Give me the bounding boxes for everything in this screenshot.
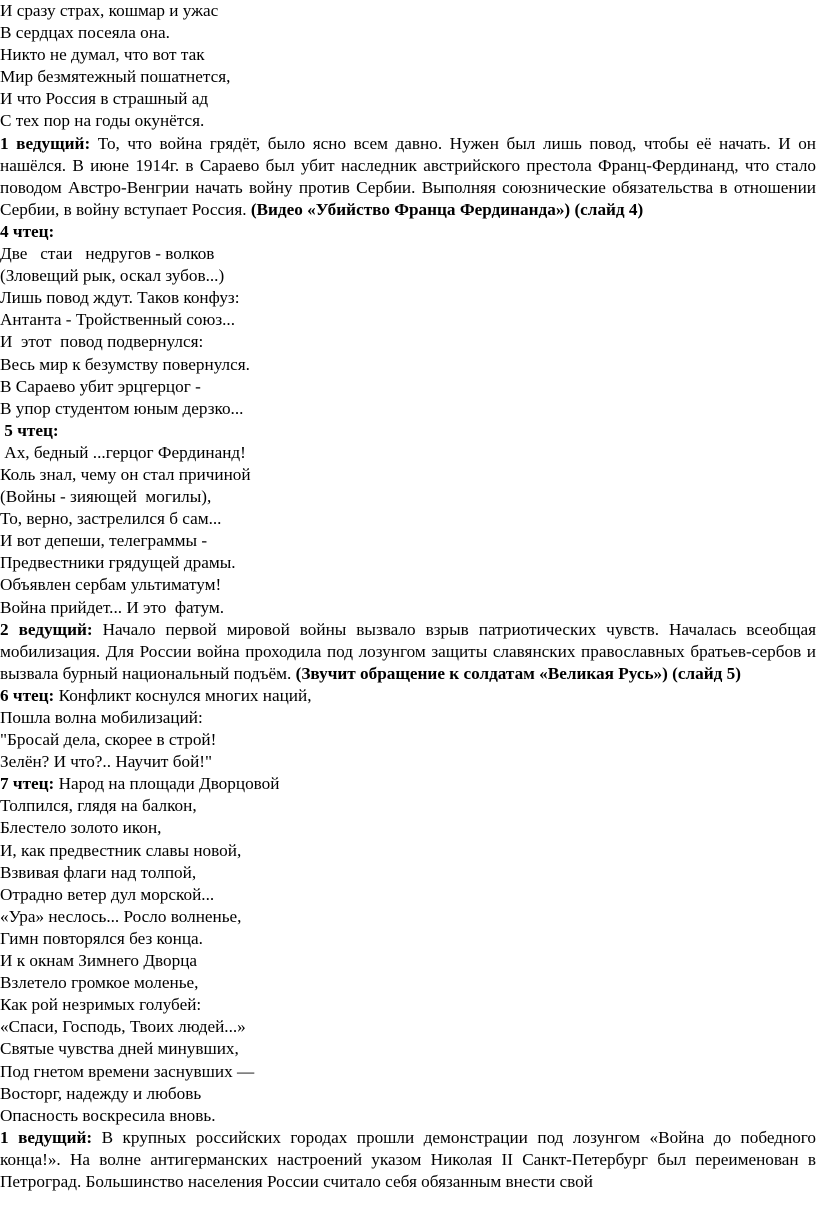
speaker-label: 1 ведущий: [0,1127,93,1147]
verse-line: Восторг, надежду и любовь [0,1083,202,1103]
verse-line: Гимн повторялся без конца. [0,928,203,948]
verse-line: Мир безмятежный пошатнется, [0,67,231,87]
paragraph-text: В крупных российских городах прошли демонстрации под лозунгом «Война до победного конца!». На волне антигерманских настроений указом Николая II Санкт-Петербург был переименован в Петроград. Большинство населения России считало себя обязанным внести свой [0,1127,816,1191]
verse-line: Объявлен сербам ультиматум! [0,575,222,595]
paragraph-text: Начало первой мировой войны вызвало взрыв патриотических чувств. Началась всеобщая мобилизация. Для России война проходила под лозунгом защиты славянских православных братьев-сербов и вызвала бурный национальный подъём. [0,619,816,683]
speaker-label: 5 чтец: [0,420,59,440]
verse-line: Война прийдет... И это фатум. [0,597,225,617]
verse-text: Конфликт коснулся многих наций, [54,685,312,705]
verse-line: Взлетело громкое моленье, [0,973,199,993]
speaker-label: 7 чтец: [0,774,55,794]
verse-line: Блестело золото икон, [0,818,162,838]
verse-line: С тех пор на годы окунётся. [0,111,205,131]
verse-line: И что Россия в страшный ад [0,89,209,109]
verse-line: И, как предвестник славы новой, [0,840,242,860]
reader-6-block [0,685,816,773]
verse-line: Отрадно ветер дул морской... [0,884,215,904]
verse-line: «Ура» неслось... Росло волненье, [0,906,242,926]
verse-text: Народ на площади Дворцовой [54,774,280,794]
verse-line: Как рой незримых голубей: [0,995,202,1015]
host-paragraph-2 [0,619,816,685]
verse-line: В упор студентом юным дерзко... [0,398,244,418]
verse-line: Под гнетом времени заснувших — [0,1061,255,1081]
verse-line: Антанта - Тройственный союз... [0,310,236,330]
verse-line: И к окнам Зимнего Дворца [0,951,198,971]
speaker-label: 4 чтец: [0,221,55,241]
verse-line: Предвестники грядущей драмы. [0,553,236,573]
paragraph-text: То, что война грядёт, было ясно всем давно. Нужен был лишь повод, чтобы её начать. И он нашёлся. В июне 1914г. в Сараево был убит наследник австрийского престола Франц-Фердинанд, что стало поводом Австро-Венгрии начать войну против Сербии. Выполняя союзнические обязательства в отношении Сербии, в войну вступает Россия. [0,133,816,219]
stage-note: (Видео «Убийство Франца Фердинанда») (слайд 4) [250,199,644,219]
verse-line: Зелён? И что?.. Научит бой!" [0,752,213,772]
verse-line: Пошла волна мобилизаций: [0,708,203,727]
verse-1 [0,0,816,133]
verse-line: И этот повод подвернулся: [0,332,204,352]
reader-5-block [0,420,816,619]
verse-line: Две стаи недругов - волков [0,244,215,264]
verse-line: Опасность воскресила вновь. [0,1105,216,1125]
speaker-label: 1 ведущий: [0,133,91,153]
verse-line: Коль знал, чему он стал причиной [0,464,251,484]
speaker-label: 6 чтец: [0,685,55,705]
verse-line: Никто не думал, что вот так [0,45,205,65]
verse-line: Лишь повод ждут. Таков конфуз: [0,288,240,308]
verse-line: (Войны - зияющей могилы), [0,487,212,507]
verse-line: И сразу страх, кошмар и ужас [0,1,219,20]
verse-line [0,773,816,795]
reader-7-block [0,773,816,1127]
verse-line: В сердцах посеяла она. [0,23,170,43]
verse-line: Весь мир к безумству повернулся. [0,354,250,374]
verse-line: "Бросай дела, скорее в строй! [0,730,217,750]
verse-line: Ах, бедный ...герцог Фердинанд! [0,442,246,462]
host-paragraph-1 [0,133,816,221]
verse-line: «Спаси, Господь, Твоих людей...» [0,1017,246,1037]
verse-line [0,685,816,707]
verse-line: То, верно, застрелился б сам... [0,509,222,529]
reader-4-block [0,221,816,420]
verse-line: Толпился, глядя на балкон, [0,796,197,816]
verse-line: Взвивая флаги над толпой, [0,862,197,882]
verse-line: И вот депеши, телеграммы - [0,531,208,551]
verse-line: В Сараево убит эрцгерцог - [0,376,201,396]
host-paragraph-3 [0,1127,816,1193]
verse-line: (Зловещий рык, оскал зубов...) [0,266,225,286]
stage-note: (Звучит обращение к солдатам «Великая Русь») (слайд 5) [295,663,741,683]
verse-line: Святые чувства дней минувших, [0,1039,239,1059]
speaker-label: 2 ведущий: [0,619,93,639]
